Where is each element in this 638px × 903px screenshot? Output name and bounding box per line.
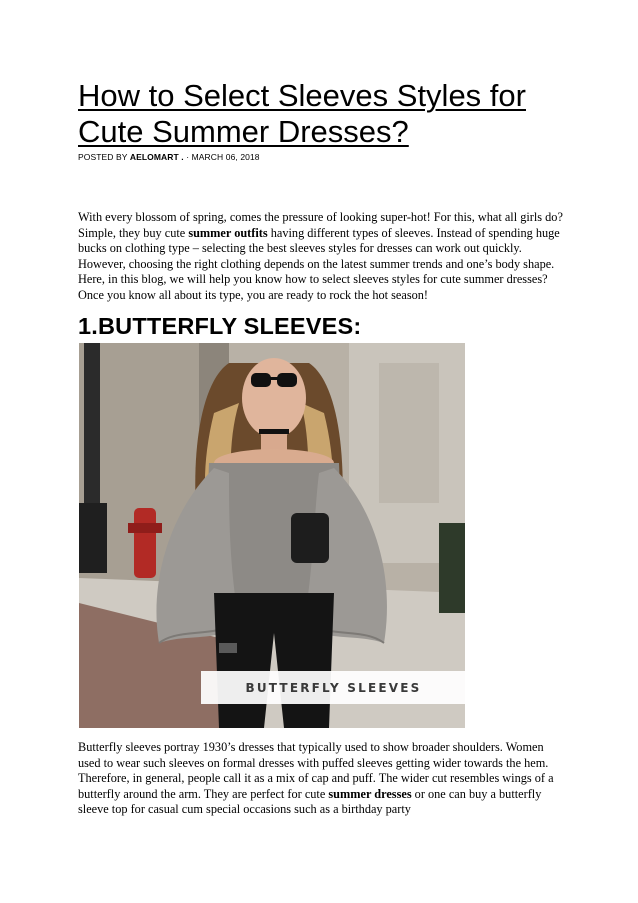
intro-paragraph [78, 210, 564, 304]
byline-date: MARCH 06, 2018 [191, 152, 260, 162]
butterfly-sleeves-photo [79, 343, 465, 728]
section-heading-butterfly-sleeves: 1.BUTTERFLY SLEEVES: [78, 313, 362, 339]
byline-author[interactable]: AELOMART . [129, 152, 184, 162]
butterfly-sleeves-paragraph [78, 740, 564, 818]
intro-text-2: having different types of sleeves. Instead of spending huge bucks on clothing type – selecting the best sleeves styles for dresses can work out quickly. However, choosing the right clothing depends on the latest summer trends and one’s body shape. Here, in this blog, we will help you know how to select sleeves styles for cute summer dresses? Once you know all about its type, you are ready to rock the hot season! [78, 225, 560, 302]
byline-separator: · [183, 152, 192, 162]
butterfly-text-1: Butterfly sleeves portray 1930’s dresses that typically used to show broader shoulders. Women used to wear such sleeves on formal dresses with puffed sleeves getting wider towards the hem. Therefore, in general, people call it as a mix of cap and puff. The wider cut resembles wings of a butterfly around the arm. They are perfect for cute [78, 740, 554, 801]
image-caption-band [201, 671, 465, 704]
image-caption: BUTTERFLY SLEEVES [245, 680, 422, 695]
butterfly-text-2: or one can buy a butterfly sleeve top for casual cum special occasions such as a birthday party [78, 786, 542, 817]
summer-dresses-link[interactable]: summer dresses [328, 786, 412, 801]
article-title: How to Select Sleeves Styles for Cute Summer Dresses? [78, 78, 526, 149]
article-byline [78, 152, 260, 162]
intro-text-1: With every blossom of spring, comes the pressure of looking super-hot! For this, what all girls do? Simple, they buy cute [78, 210, 563, 240]
summer-outfits-link[interactable]: summer outfits [188, 225, 268, 240]
byline-prefix: POSTED BY [78, 152, 130, 162]
